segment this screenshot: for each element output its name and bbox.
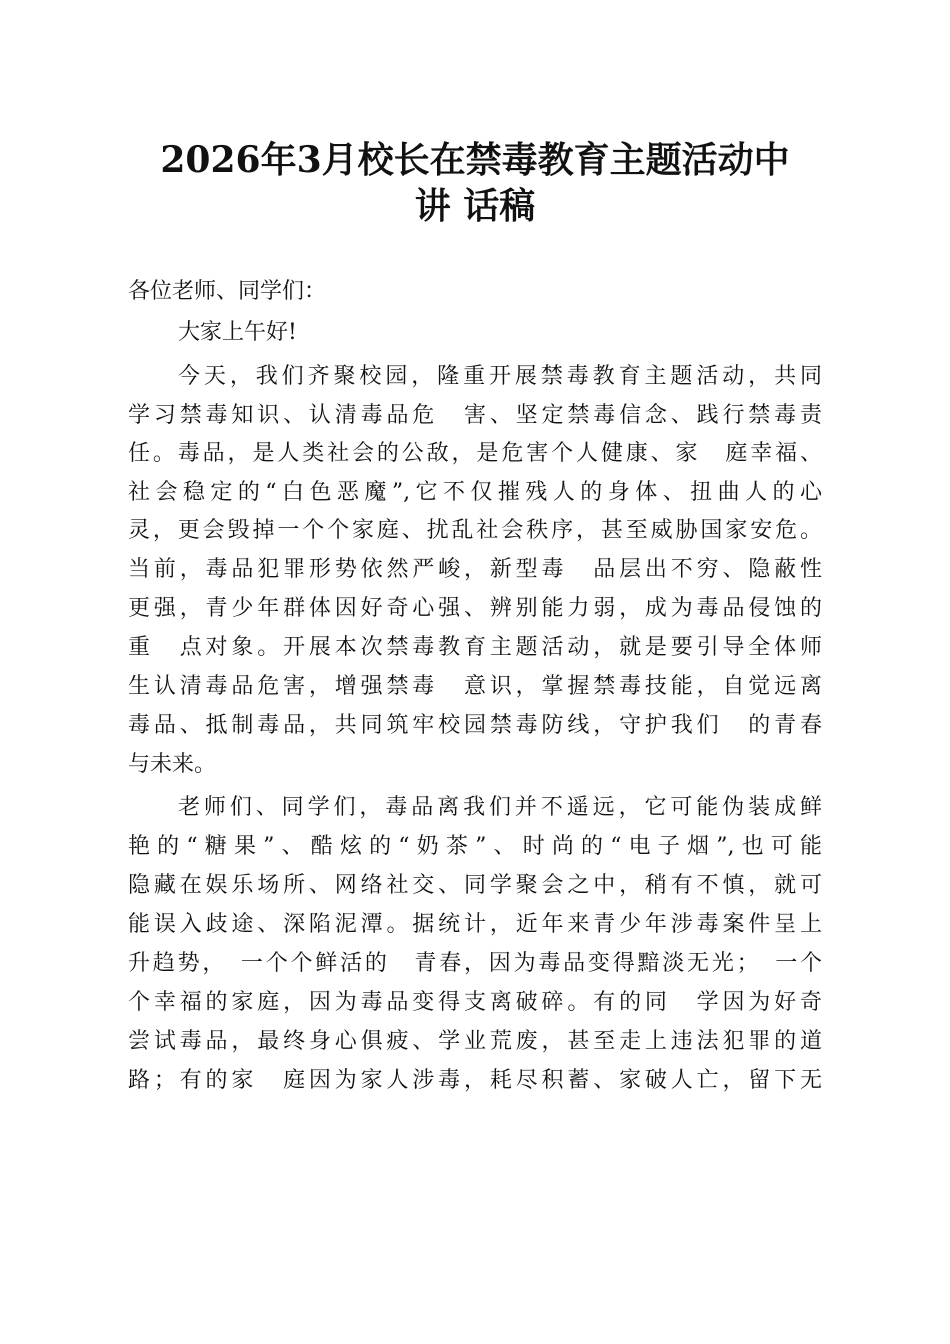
salutation: 各位老师、同学们： [128, 279, 327, 304]
paragraph-1-line: 与未来。 [128, 752, 217, 777]
paragraph-2-line: 尝试毒品，最终身心俱疲、学业荒废，甚至走上违法犯罪的道 [128, 1029, 822, 1054]
paragraph-1-line: 任。毒品，是人类社会的公敌，是危害个人健康、家 庭幸福、 [128, 441, 822, 466]
paragraph-2-line: 个幸福的家庭，因为毒品变得支离破碎。有的同 学因为好奇 [128, 990, 822, 1015]
paragraph-1-line: 今天，我们齐聚校园，隆重开展禁毒教育主题活动，共同 [178, 364, 822, 389]
document-title-line-2: 讲 话稿 [414, 185, 536, 227]
paragraph-2-line: 艳的“糖果”、酷炫的“奶茶”、时尚的“电子烟”,也可能 [128, 834, 822, 859]
paragraph-1-line: 社会稳定的“白色恶魔”,它不仅摧残人的身体、扭曲人的心 [128, 480, 822, 505]
paragraph-2-line: 路；有的家 庭因为家人涉毒，耗尽积蓄、家破人亡，留下无 [128, 1068, 822, 1093]
paragraph-1-line: 毒品、抵制毒品，共同筑牢校园禁毒防线，守护我们 的青春 [128, 713, 822, 738]
paragraph-1-line: 重 点对象。开展本次禁毒教育主题活动，就是要引导全体师 [128, 635, 822, 660]
paragraph-2-line: 升趋势， 一个个鲜活的 青春，因为毒品变得黯淡无光； 一个 [128, 951, 822, 976]
paragraph-1-line: 灵，更会毁掉一个个家庭、扰乱社会秩序，甚至威胁国家安危。 [128, 518, 822, 543]
paragraph-1-line: 更强，青少年群体因好奇心强、辨别能力弱，成为毒品侵蚀的 [128, 596, 822, 621]
greeting: 大家上午好! [178, 320, 297, 345]
document-title-line-1: 2026年3月校长在禁毒教育主题活动中 [160, 139, 790, 181]
paragraph-1-line: 当前，毒品犯罪形势依然严峻，新型毒 品层出不穷、隐蔽性 [128, 557, 822, 582]
paragraph-2-line: 隐藏在娱乐场所、网络社交、同学聚会之中，稍有不慎，就可 [128, 873, 822, 898]
paragraph-1-line: 生认清毒品危害，增强禁毒 意识，掌握禁毒技能，自觉远离 [128, 674, 822, 699]
paragraph-2-line: 老师们、同学们，毒品离我们并不遥远，它可能伪装成鲜 [178, 795, 822, 820]
paragraph-1-line: 学习禁毒知识、认清毒品危 害、坚定禁毒信念、践行禁毒责 [128, 403, 822, 428]
paragraph-2-line: 能误入歧途、深陷泥潭。据统计，近年来青少年涉毒案件呈上 [128, 912, 822, 937]
